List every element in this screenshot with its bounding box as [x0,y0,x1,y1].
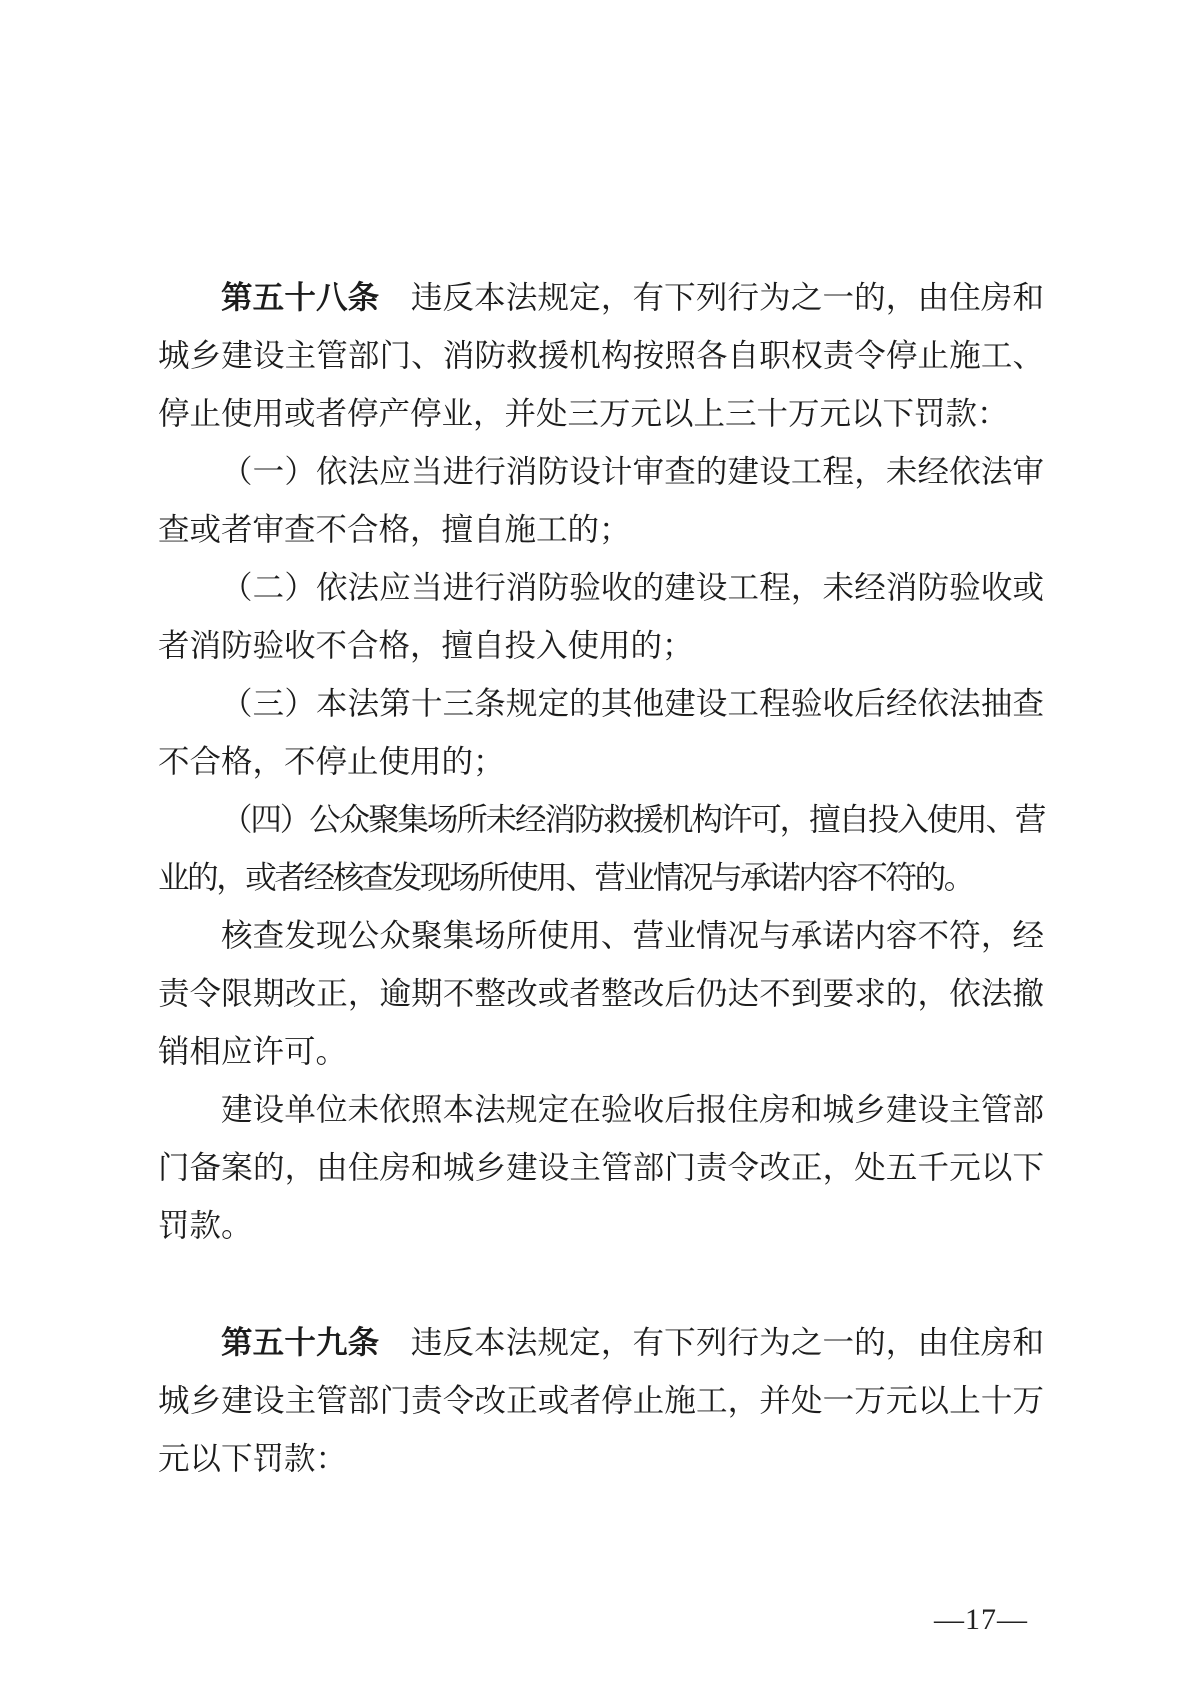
paragraph-item-1 [158,443,1044,559]
article-59-number: 第五十九条 [221,1324,380,1360]
article-58-number: 第五十八条 [221,279,380,315]
paragraph-text: （四）公众聚集场所未经消防救援机构许可，擅自投入使用、营业的，或者经核查发现场所使用、营业情况与承诺内容不符的。 [158,802,1044,895]
paragraph-article-58-intro [158,268,1044,443]
paragraph-item-3 [158,675,1044,791]
paragraph-item-4 [158,791,1044,907]
paragraph-item-2 [158,559,1044,675]
paragraph-text: 违反本法规定，有下列行为之一的，由住房和城乡建设主管部门、消防救援机构按照各自职权责令停止施工、停止使用或者停产停业，并处三万元以上三十万元以下罚款： [158,280,1044,431]
paragraph-text: 核查发现公众聚集场所使用、营业情况与承诺内容不符，经责令限期改正，逾期不整改或者整改后仍达不到要求的，依法撤销相应许可。 [158,918,1044,1069]
paragraph-text: （二）依法应当进行消防验收的建设工程，未经消防验收或者消防验收不合格，擅自投入使用的； [158,570,1044,663]
paragraph-article-58-clause-2 [158,907,1044,1081]
paragraph-text: （一）依法应当进行消防设计审查的建设工程，未经依法审查或者审查不合格，擅自施工的； [158,454,1044,547]
paragraph-text: 建设单位未依照本法规定在验收后报住房和城乡建设主管部门备案的，由住房和城乡建设主管部门责令改正，处五千元以下罚款。 [158,1092,1044,1243]
paragraph-text: 违反本法规定，有下列行为之一的，由住房和城乡建设主管部门责令改正或者停止施工，并处一万元以上十万元以下罚款： [158,1325,1044,1476]
paragraph-text: （三）本法第十三条规定的其他建设工程验收后经依法抽查不合格，不停止使用的； [158,686,1044,779]
document-content [158,268,1044,1488]
paragraph-article-59-intro [158,1313,1044,1488]
paragraph-article-58-clause-3 [158,1081,1044,1255]
page-number: —17— [934,1603,1028,1636]
